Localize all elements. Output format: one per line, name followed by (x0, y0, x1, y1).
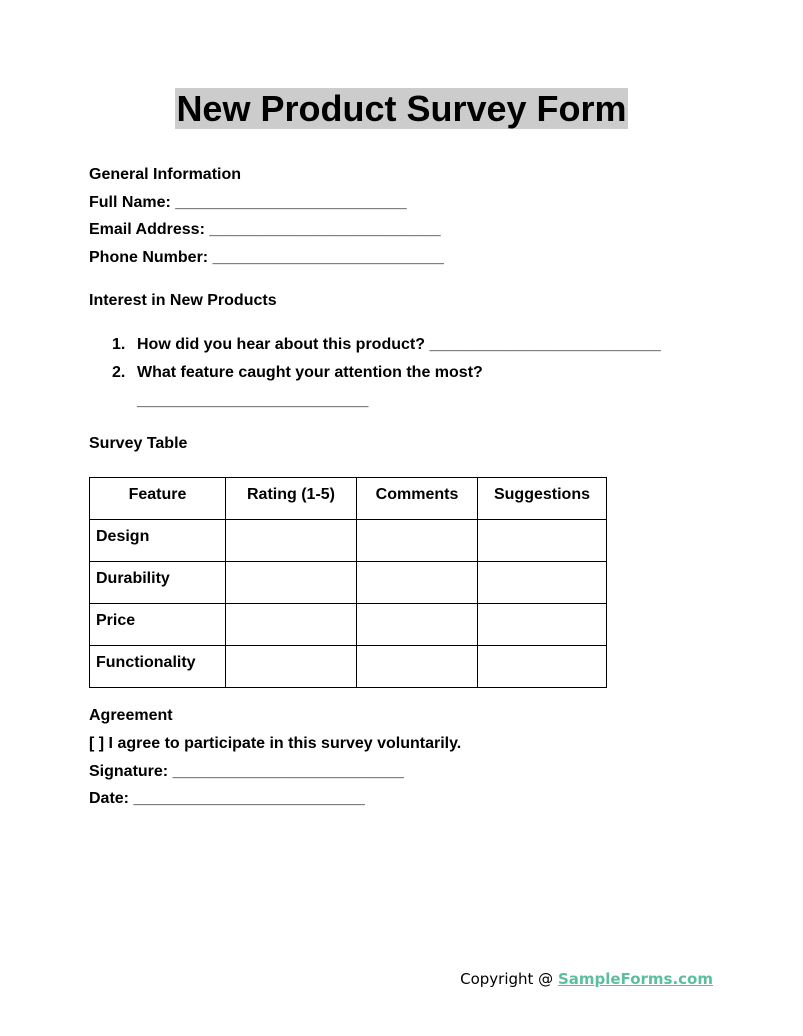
table-row (90, 604, 607, 646)
document-title: New Product Survey Form (176, 88, 627, 129)
column-header-feature: Feature (90, 478, 226, 520)
suggestions-cell[interactable] (478, 646, 607, 688)
full-name-label: Full Name: (89, 194, 171, 211)
date-blank[interactable]: __________________________ (133, 790, 365, 807)
column-header-rating: Rating (1-5) (226, 478, 357, 520)
copyright-footer (460, 969, 713, 989)
signature-label: Signature: (89, 763, 169, 780)
feature-cell: Price (90, 604, 226, 646)
column-header-comments: Comments (357, 478, 478, 520)
phone-label: Phone Number: (89, 249, 209, 266)
feature-cell: Design (90, 520, 226, 562)
feature-cell: Durability (90, 562, 226, 604)
rating-cell[interactable] (226, 562, 357, 604)
suggestions-cell[interactable] (478, 520, 607, 562)
interest-heading: Interest in New Products (89, 292, 277, 309)
date-field (89, 789, 365, 809)
phone-field (89, 248, 444, 268)
title-wrapper (0, 88, 803, 129)
question-1-text: How did you hear about this product? (137, 336, 425, 353)
suggestions-cell[interactable] (478, 562, 607, 604)
email-label: Email Address: (89, 221, 205, 238)
email-field (89, 220, 441, 240)
general-info-heading: General Information (89, 166, 242, 183)
consent-checkbox-line[interactable]: [ ] I agree to participate in this survey voluntarily. (89, 735, 462, 752)
signature-field (89, 762, 404, 782)
rating-cell[interactable] (226, 604, 357, 646)
table-row (90, 562, 607, 604)
comments-cell[interactable] (357, 562, 478, 604)
question-1 (137, 335, 661, 355)
signature-blank[interactable]: __________________________ (172, 763, 404, 780)
survey-table (89, 477, 607, 688)
survey-table-heading: Survey Table (89, 435, 188, 452)
phone-blank[interactable]: __________________________ (212, 249, 444, 266)
table-row (90, 646, 607, 688)
table-header-row (90, 478, 607, 520)
column-header-suggestions: Suggestions (478, 478, 607, 520)
email-blank[interactable]: __________________________ (209, 221, 441, 238)
date-label: Date: (89, 790, 130, 807)
question-2-number: 2. (112, 364, 126, 381)
rating-cell[interactable] (226, 646, 357, 688)
rating-cell[interactable] (226, 520, 357, 562)
comments-cell[interactable] (357, 646, 478, 688)
question-2-blank[interactable]: __________________________ (137, 392, 369, 409)
comments-cell[interactable] (357, 604, 478, 646)
full-name-blank[interactable]: __________________________ (175, 194, 407, 211)
table-row (90, 520, 607, 562)
brand-link[interactable]: SampleForms.com (557, 970, 713, 988)
copyright-text: Copyright @ (460, 970, 558, 988)
comments-cell[interactable] (357, 520, 478, 562)
full-name-field (89, 193, 407, 213)
agreement-heading: Agreement (89, 707, 173, 724)
question-2-text: What feature caught your attention the most? (137, 364, 483, 381)
question-1-number: 1. (112, 336, 126, 353)
suggestions-cell[interactable] (478, 604, 607, 646)
question-1-blank[interactable]: __________________________ (429, 336, 661, 353)
feature-cell: Functionality (90, 646, 226, 688)
